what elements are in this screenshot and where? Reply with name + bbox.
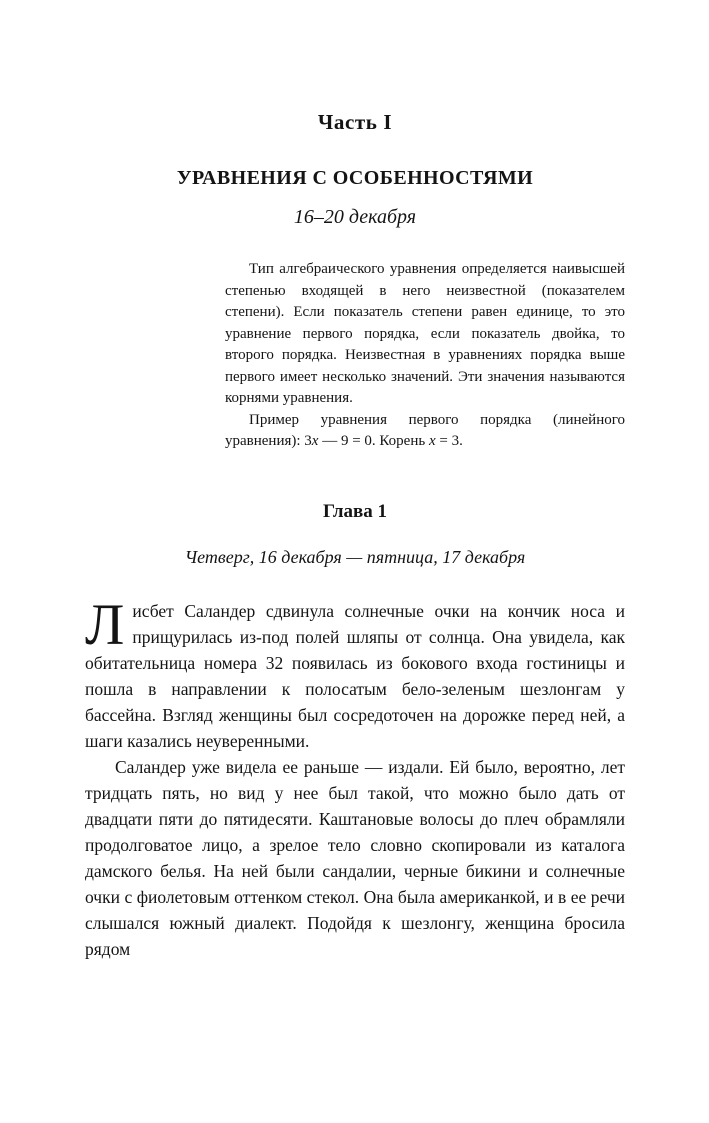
epigraph-text-segment: — 9 = 0. Корень [318, 433, 429, 449]
body-paragraph-2: Саландер уже видела ее раньше — издали. Ей было, вероятно, лет тридцать пять, но вид у нее был такой, что можно было дать от двадцати пяти до пятидесяти. Каштановые волосы до плеч обрамляли продолговатое лицо, а зрелое тело словно скопировали из каталога дамского белья. На ней были сандалии, черные бикини и солнечные очки с фиолетовым оттенком стекол. Она была американкой, и в ее речи слышался южный диалект. Подойдя к шезлонгу, женщина бросила рядом [85, 756, 625, 959]
section-title: УРАВНЕНИЯ С ОСОБЕННОСТЯМИ [176, 167, 534, 189]
body-paragraph-1 [85, 591, 625, 754]
body-paragraph-1-text: исбет Саландер сдвинула солнечные очки на кончик носа и прищурилась из-под полей шляпы от солнца. Она увидела, как обитательница номера 32 появилась из бокового входа гостиницы и пошла в направлении к полосатым бело-зеленым шезлонгам у бассейна. Взгляд женщины был сосредоточен на дорожке перед ней, а шаги казались неуверенными. [85, 600, 625, 751]
epigraph-paragraph-2 [225, 410, 625, 453]
date-range-subtitle: 16–20 декабря [293, 206, 417, 228]
epigraph-text-segment: = 3. [435, 433, 463, 449]
drop-cap-letter: Л [85, 591, 125, 657]
body-text-block [85, 591, 625, 962]
part-title: Часть I [317, 110, 393, 134]
math-variable-x: x [311, 433, 319, 449]
chapter-date-subtitle: Четверг, 16 декабря — пятница, 17 декабря [184, 546, 526, 567]
epigraph-block [225, 259, 625, 453]
epigraph-paragraph-1: Тип алгебраического уравнения определяется наивысшей степенью входящей в него неизвестной (показателем степени). Если показатель степени равен единице, то это уравнение первого порядка, если показатель двойка, то второго порядка. Неизвестная в уравнениях порядка выше первого имеет несколько значений. Эти значения называются корнями уравнения. [225, 261, 625, 406]
chapter-title: Глава 1 [322, 500, 388, 522]
epigraph-text-segment: Пример уравнения первого порядка (линейного уравнения): 3 [225, 411, 625, 449]
math-variable-x: x [428, 433, 436, 449]
